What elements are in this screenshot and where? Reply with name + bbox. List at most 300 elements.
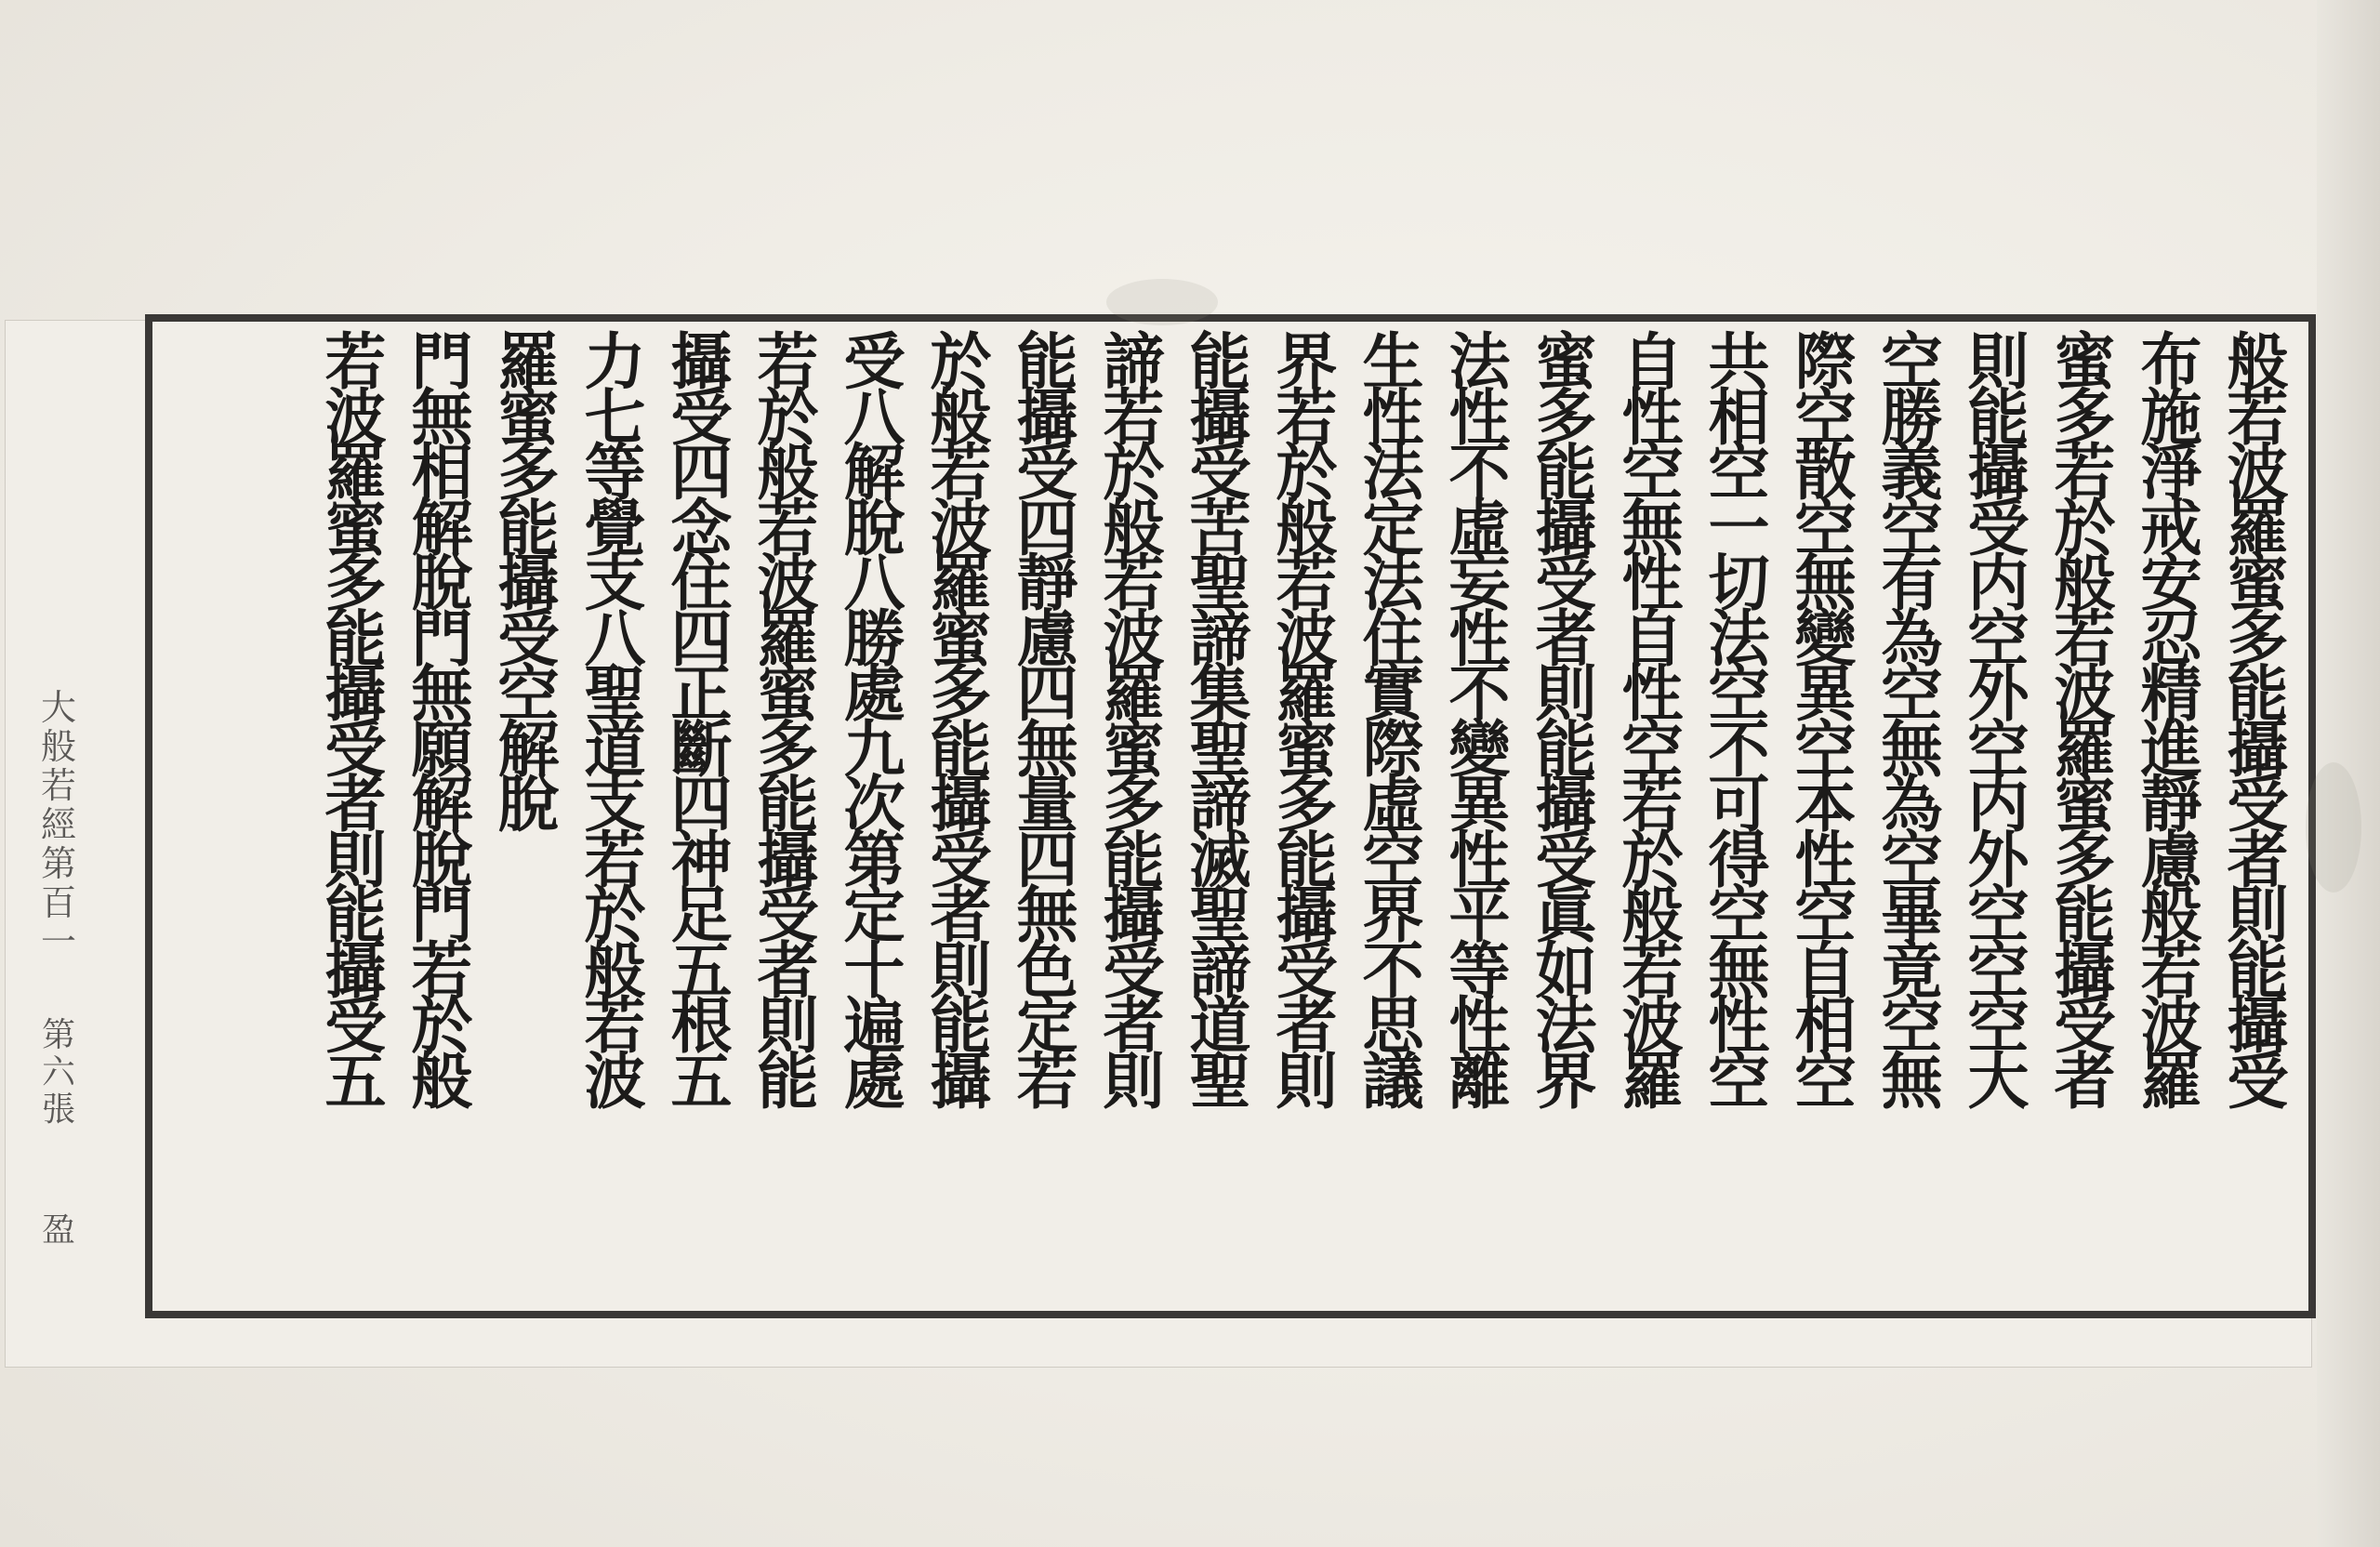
character: 者 xyxy=(2054,1044,2116,1117)
character: 若 xyxy=(1621,933,1684,1007)
character: 空 xyxy=(1708,657,1770,730)
character: 神 xyxy=(670,823,733,896)
character: 四 xyxy=(670,602,733,675)
character: 多 xyxy=(1103,768,1165,840)
character: 十 xyxy=(843,933,906,1007)
character: 受 xyxy=(2054,989,2116,1062)
character: 妄 xyxy=(1448,547,1511,619)
character: 於 xyxy=(757,380,819,454)
text-column xyxy=(658,325,745,1117)
character: 能 xyxy=(757,1044,819,1117)
margin-character: 般 xyxy=(40,726,76,767)
text-column xyxy=(2042,325,2128,1117)
character: 般 xyxy=(1276,491,1338,564)
character: 受 xyxy=(1967,491,2030,564)
character: 受 xyxy=(1535,823,1597,896)
character: 受 xyxy=(2227,1044,2289,1117)
character: 則 xyxy=(757,989,819,1062)
character: 受 xyxy=(1103,933,1165,1007)
character: 攝 xyxy=(1535,491,1597,564)
text-column xyxy=(918,325,1004,1117)
text-column xyxy=(1091,325,1177,1117)
character: 能 xyxy=(2227,933,2289,1007)
character: 無 xyxy=(1794,547,1857,619)
character: 蜜 xyxy=(1276,712,1338,786)
character: 法 xyxy=(1448,325,1511,398)
character: 受 xyxy=(324,989,387,1062)
character: 性 xyxy=(1621,657,1684,730)
character: 受 xyxy=(670,380,733,454)
character: 正 xyxy=(670,657,733,730)
character: 脫 xyxy=(843,491,906,564)
character: 能 xyxy=(324,879,387,951)
character: 則 xyxy=(2227,879,2289,951)
character: 共 xyxy=(1708,325,1770,398)
text-column xyxy=(1523,325,1609,1117)
character: 八 xyxy=(843,380,906,454)
character: 般 xyxy=(2140,879,2202,951)
character: 空 xyxy=(1881,491,1943,564)
character: 無 xyxy=(1621,491,1684,564)
margin-character: 第 xyxy=(40,843,76,884)
character: 外 xyxy=(1967,823,2030,896)
character: 多 xyxy=(2054,823,2116,896)
margin-case-mark: 盈 xyxy=(41,1211,75,1250)
character: 大 xyxy=(1967,1044,2030,1117)
margin-sutra-title xyxy=(41,688,76,961)
character: 則 xyxy=(930,933,992,1007)
character: 不 xyxy=(1708,712,1770,786)
character: 性 xyxy=(1621,380,1684,454)
character: 羅 xyxy=(757,602,819,675)
character: 受 xyxy=(324,712,387,786)
character: 蜜 xyxy=(1103,712,1165,786)
character: 波 xyxy=(1103,602,1165,675)
character: 等 xyxy=(584,436,646,509)
character: 本 xyxy=(1794,768,1857,840)
character: 道 xyxy=(584,712,646,786)
character: 般 xyxy=(2054,547,2116,619)
character: 際 xyxy=(1794,325,1857,398)
character: 則 xyxy=(1276,1044,1338,1117)
character: 羅 xyxy=(930,547,992,619)
character: 慮 xyxy=(2140,823,2202,896)
character: 波 xyxy=(1276,602,1338,675)
character: 法 xyxy=(1708,602,1770,675)
character: 變 xyxy=(1448,712,1511,786)
character: 羅 xyxy=(2054,712,2116,786)
character: 多 xyxy=(757,712,819,786)
character: 諦 xyxy=(1103,325,1165,398)
character: 能 xyxy=(1276,823,1338,896)
character: 定 xyxy=(1016,989,1078,1062)
text-column xyxy=(1436,325,1523,1117)
character: 念 xyxy=(670,491,733,564)
character: 八 xyxy=(584,602,646,675)
character: 斷 xyxy=(670,712,733,786)
character: 者 xyxy=(1103,989,1165,1062)
character: 波 xyxy=(324,380,387,454)
character: 有 xyxy=(1881,547,1943,619)
character: 性 xyxy=(1362,380,1424,454)
character: 聖 xyxy=(1189,547,1251,619)
character: 聖 xyxy=(584,657,646,730)
character: 羅 xyxy=(324,436,387,509)
character: 空 xyxy=(1967,602,2030,675)
margin-character: 若 xyxy=(40,765,76,806)
character: 能 xyxy=(1016,325,1078,398)
character: 則 xyxy=(324,823,387,896)
character: 若 xyxy=(324,325,387,398)
text-column xyxy=(1609,325,1696,1117)
character: 進 xyxy=(2140,712,2202,786)
character: 若 xyxy=(930,436,992,509)
text-column xyxy=(1350,325,1436,1117)
character: 四 xyxy=(1016,823,1078,896)
character: 則 xyxy=(1103,1044,1165,1117)
character: 空 xyxy=(1362,823,1424,896)
character: 能 xyxy=(1189,325,1251,398)
character: 空 xyxy=(1881,823,1943,896)
character: 受 xyxy=(843,325,906,398)
character: 空 xyxy=(1621,712,1684,786)
sutra-text-body xyxy=(312,325,2301,1292)
character: 異 xyxy=(1448,768,1511,840)
character: 處 xyxy=(843,1044,906,1117)
character: 四 xyxy=(670,436,733,509)
character: 諦 xyxy=(1189,933,1251,1007)
margin-character: 張 xyxy=(41,1091,75,1129)
character: 變 xyxy=(1794,602,1857,675)
character: 空 xyxy=(1794,879,1857,951)
character: 勝 xyxy=(1881,380,1943,454)
character: 靜 xyxy=(2140,768,2202,840)
text-column xyxy=(312,325,399,1117)
character: 根 xyxy=(670,989,733,1062)
character: 色 xyxy=(1016,933,1078,1007)
character: 攝 xyxy=(1016,380,1078,454)
character: 羅 xyxy=(1103,657,1165,730)
character: 布 xyxy=(2140,325,2202,398)
character: 若 xyxy=(1103,547,1165,619)
character: 竟 xyxy=(1881,933,1943,1007)
character: 門 xyxy=(411,879,473,951)
character: 靜 xyxy=(1016,547,1078,619)
character: 平 xyxy=(1448,879,1511,951)
character: 多 xyxy=(2227,602,2289,675)
character: 無 xyxy=(1881,712,1943,786)
margin-character: 一 xyxy=(40,921,76,962)
character: 空 xyxy=(1708,1044,1770,1117)
character: 畢 xyxy=(1881,879,1943,951)
character: 波 xyxy=(2227,436,2289,509)
character: 聖 xyxy=(1189,712,1251,786)
character: 受 xyxy=(1016,436,1078,509)
character: 若 xyxy=(757,491,819,564)
character: 空 xyxy=(1881,989,1943,1062)
character: 五 xyxy=(670,1044,733,1117)
character: 相 xyxy=(1794,989,1857,1062)
character: 慮 xyxy=(1016,602,1078,675)
text-column xyxy=(745,325,831,1117)
text-column xyxy=(1177,325,1263,1117)
character: 若 xyxy=(584,989,646,1062)
character: 議 xyxy=(1362,1044,1424,1117)
character: 實 xyxy=(1362,657,1424,730)
character: 性 xyxy=(1794,823,1857,896)
character: 攝 xyxy=(497,547,560,619)
character: 若 xyxy=(1103,380,1165,454)
character: 般 xyxy=(1621,879,1684,951)
character: 多 xyxy=(2054,380,2116,454)
character: 波 xyxy=(584,1044,646,1117)
character: 蜜 xyxy=(1535,325,1597,398)
character: 八 xyxy=(843,547,906,619)
character: 勝 xyxy=(843,602,906,675)
character: 不 xyxy=(1362,933,1424,1007)
character: 無 xyxy=(411,657,473,730)
character: 足 xyxy=(670,879,733,951)
character: 於 xyxy=(411,989,473,1062)
character: 蜜 xyxy=(930,602,992,675)
character: 攝 xyxy=(2227,712,2289,786)
character: 多 xyxy=(1535,380,1597,454)
character: 性 xyxy=(1448,602,1511,675)
margin-character: 六 xyxy=(41,1053,75,1091)
character: 羅 xyxy=(1276,657,1338,730)
character: 集 xyxy=(1189,657,1251,730)
character: 一 xyxy=(1708,491,1770,564)
margin-colophon xyxy=(19,688,99,1320)
character: 波 xyxy=(757,547,819,619)
character: 攝 xyxy=(1276,879,1338,951)
character: 空 xyxy=(1794,1044,1857,1117)
character: 能 xyxy=(1535,436,1597,509)
character: 能 xyxy=(324,602,387,675)
character: 解 xyxy=(843,436,906,509)
character: 住 xyxy=(670,547,733,619)
character: 虛 xyxy=(1362,768,1424,840)
character: 散 xyxy=(1794,436,1857,509)
character: 無 xyxy=(1881,1044,1943,1117)
character: 淨 xyxy=(2140,436,2202,509)
character: 無 xyxy=(1708,933,1770,1007)
character: 空 xyxy=(1967,879,2030,951)
character: 切 xyxy=(1708,547,1770,619)
character: 無 xyxy=(411,380,473,454)
character: 空 xyxy=(1794,491,1857,564)
character: 願 xyxy=(411,712,473,786)
character: 空 xyxy=(1621,436,1684,509)
character: 蜜 xyxy=(2054,768,2116,840)
character: 攝 xyxy=(2054,933,2116,1007)
character: 受 xyxy=(2227,768,2289,840)
character: 般 xyxy=(757,436,819,509)
character: 若 xyxy=(1016,1044,1078,1117)
character: 虛 xyxy=(1448,491,1511,564)
character: 蜜 xyxy=(757,657,819,730)
character: 空 xyxy=(1967,933,2030,1007)
character: 界 xyxy=(1535,1044,1597,1117)
character: 法 xyxy=(1362,547,1424,619)
character: 能 xyxy=(1103,823,1165,896)
character: 攝 xyxy=(1103,879,1165,951)
character: 滅 xyxy=(1189,823,1251,896)
character: 羅 xyxy=(1621,1044,1684,1117)
character: 者 xyxy=(1276,989,1338,1062)
text-column xyxy=(485,325,572,840)
character: 多 xyxy=(324,547,387,619)
character: 蜜 xyxy=(2054,325,2116,398)
character: 施 xyxy=(2140,380,2202,454)
character: 攝 xyxy=(757,823,819,896)
character: 般 xyxy=(584,933,646,1007)
character: 四 xyxy=(1016,657,1078,730)
character: 於 xyxy=(1621,823,1684,896)
character: 則 xyxy=(1967,325,2030,398)
character: 相 xyxy=(1708,380,1770,454)
character: 則 xyxy=(1535,657,1597,730)
character: 得 xyxy=(1708,823,1770,896)
character: 次 xyxy=(843,768,906,840)
character: 能 xyxy=(1535,712,1597,786)
character: 空 xyxy=(1794,380,1857,454)
character: 於 xyxy=(1103,436,1165,509)
character: 能 xyxy=(1967,380,2030,454)
text-column xyxy=(1869,325,1955,1117)
character: 不 xyxy=(1448,436,1511,509)
character: 波 xyxy=(1621,989,1684,1062)
character: 諦 xyxy=(1189,768,1251,840)
character: 七 xyxy=(584,380,646,454)
character: 力 xyxy=(584,325,646,398)
character: 若 xyxy=(411,933,473,1007)
character: 聖 xyxy=(1189,879,1251,951)
character: 攝 xyxy=(930,768,992,840)
character: 若 xyxy=(2054,602,2116,675)
character: 眞 xyxy=(1535,879,1597,951)
character: 脫 xyxy=(497,768,560,840)
character: 思 xyxy=(1362,989,1424,1062)
character: 戒 xyxy=(2140,491,2202,564)
character: 門 xyxy=(411,325,473,398)
margin-character: 經 xyxy=(40,804,76,845)
character: 第 xyxy=(843,823,906,896)
character: 性 xyxy=(1448,823,1511,896)
character: 攝 xyxy=(930,1044,992,1117)
character: 若 xyxy=(1276,380,1338,454)
text-column xyxy=(2215,325,2301,1117)
character: 解 xyxy=(497,712,560,786)
character: 若 xyxy=(584,823,646,896)
character: 安 xyxy=(2140,547,2202,619)
character: 九 xyxy=(843,712,906,786)
character: 空 xyxy=(497,657,560,730)
character: 諦 xyxy=(1189,602,1251,675)
character: 波 xyxy=(2140,989,2202,1062)
character: 無 xyxy=(1016,712,1078,786)
character: 四 xyxy=(1016,491,1078,564)
character: 可 xyxy=(1708,768,1770,840)
character: 羅 xyxy=(2227,491,2289,564)
character: 五 xyxy=(324,1044,387,1117)
character: 般 xyxy=(2227,325,2289,398)
character: 生 xyxy=(1362,325,1424,398)
character: 如 xyxy=(1535,933,1597,1007)
character: 多 xyxy=(930,657,992,730)
character: 於 xyxy=(930,325,992,398)
character: 攝 xyxy=(1189,380,1251,454)
character: 受 xyxy=(757,879,819,951)
character: 空 xyxy=(1881,657,1943,730)
character: 攝 xyxy=(1535,768,1597,840)
character: 受 xyxy=(497,602,560,675)
character: 自 xyxy=(1621,602,1684,675)
character: 自 xyxy=(1794,933,1857,1007)
character: 若 xyxy=(757,325,819,398)
character: 者 xyxy=(2227,823,2289,896)
character: 空 xyxy=(1794,712,1857,786)
character: 能 xyxy=(930,712,992,786)
character: 攝 xyxy=(324,933,387,1007)
character: 者 xyxy=(1535,602,1597,675)
character: 能 xyxy=(2054,879,2116,951)
character: 受 xyxy=(1535,547,1597,619)
character: 若 xyxy=(1621,768,1684,840)
character: 攝 xyxy=(1967,436,2030,509)
character: 多 xyxy=(497,436,560,509)
character: 空 xyxy=(1708,436,1770,509)
character: 解 xyxy=(411,491,473,564)
character: 性 xyxy=(1448,989,1511,1062)
character: 性 xyxy=(1448,380,1511,454)
paper-stain xyxy=(1106,279,1218,325)
character: 住 xyxy=(1362,602,1424,675)
character: 者 xyxy=(757,933,819,1007)
text-column xyxy=(1004,325,1091,1117)
character: 脫 xyxy=(411,547,473,619)
character: 空 xyxy=(1967,989,2030,1062)
character: 不 xyxy=(1448,657,1511,730)
character: 蜜 xyxy=(497,380,560,454)
character: 聖 xyxy=(1189,1044,1251,1117)
character: 若 xyxy=(2227,380,2289,454)
character: 空 xyxy=(1708,879,1770,951)
text-column xyxy=(1263,325,1350,1117)
character: 於 xyxy=(1276,436,1338,509)
character: 受 xyxy=(1189,436,1251,509)
character: 解 xyxy=(411,768,473,840)
text-column xyxy=(1955,325,2042,1117)
character: 若 xyxy=(2140,933,2202,1007)
character: 道 xyxy=(1189,989,1251,1062)
text-column xyxy=(831,325,918,1117)
character: 異 xyxy=(1794,657,1857,730)
character: 四 xyxy=(670,768,733,840)
character: 能 xyxy=(930,989,992,1062)
character: 法 xyxy=(1535,989,1597,1062)
character: 際 xyxy=(1362,712,1424,786)
text-column xyxy=(572,325,658,1117)
text-column xyxy=(1696,325,1782,1117)
character: 義 xyxy=(1881,436,1943,509)
character: 忍 xyxy=(2140,602,2202,675)
character: 般 xyxy=(930,380,992,454)
character: 離 xyxy=(1448,1044,1511,1117)
text-column xyxy=(2128,325,2215,1117)
character: 遍 xyxy=(843,989,906,1062)
character: 量 xyxy=(1016,768,1078,840)
